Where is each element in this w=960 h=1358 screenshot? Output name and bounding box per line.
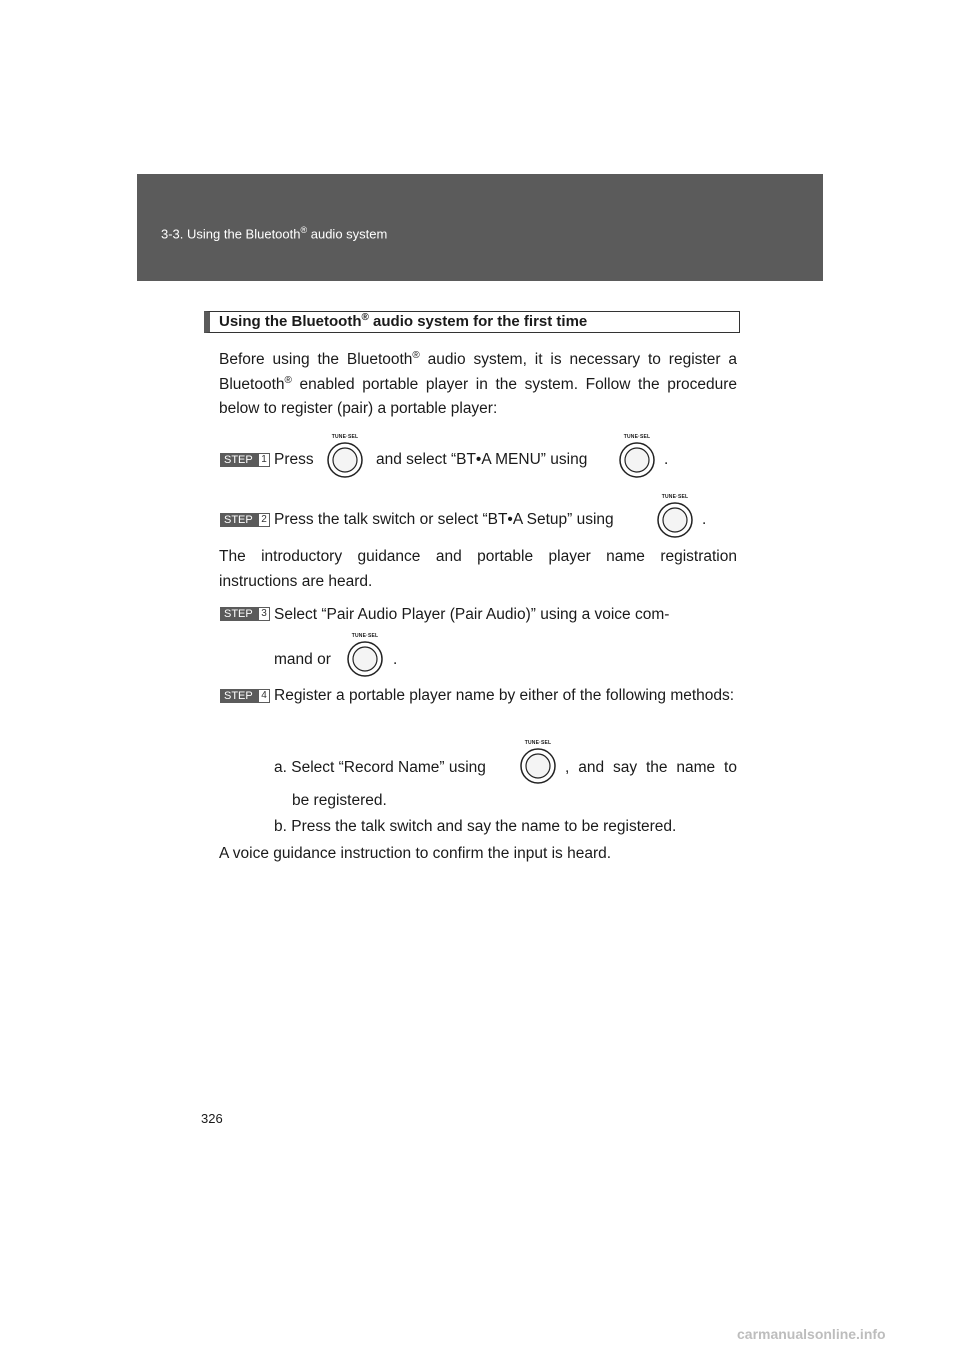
method-a-text: , and say the name to	[565, 759, 737, 776]
step-text: .	[664, 451, 669, 468]
step-text: Register a portable player name by either of the following methods:	[274, 687, 735, 704]
tune-sel-knob-icon: TUNE·SEL	[518, 740, 558, 784]
section-heading: Using the Bluetooth® audio system for the first time	[204, 311, 740, 333]
step-text: and select “BT•A MENU” using	[376, 451, 588, 468]
section-title: 3-3. Using the Bluetooth® audio system	[161, 225, 388, 242]
tune-sel-knob-icon: TUNE·SEL	[345, 633, 385, 677]
tune-sel-knob-icon: TUNE·SEL	[617, 434, 657, 478]
header-band	[137, 174, 823, 281]
step-badge: STEP 3	[220, 607, 270, 621]
step-text: Select “Pair Audio Player (Pair Audio)” using a voice com-	[274, 606, 670, 623]
step-text: Press	[274, 451, 314, 468]
page-number: 326	[201, 1111, 223, 1126]
step-badge: STEP 4	[220, 689, 270, 703]
method-a-text: a. Select “Record Name” using	[274, 759, 486, 776]
tune-sel-knob-icon: TUNE·SEL	[325, 434, 365, 478]
step-badge: STEP 2	[220, 513, 270, 527]
watermark[interactable]: carmanualsonline.info	[737, 1326, 886, 1342]
instruction-note: The introductory guidance and portable player name registration instructions are heard.	[219, 548, 737, 590]
step-text: .	[393, 651, 398, 668]
method-b-text: b. Press the talk switch and say the name to be registered.	[274, 818, 677, 835]
intro-paragraph: Before using the Bluetooth® audio system, it is necessary to register a Bluetooth® enabled portable player in the system. Follow the procedure below to register (pair) a portable player:	[219, 349, 737, 417]
method-a-text: be registered.	[292, 792, 387, 809]
step-text: Press the talk switch or select “BT•A Setup” using	[274, 511, 614, 528]
step-text: .	[702, 511, 707, 528]
closing-text: A voice guidance instruction to confirm the input is heard.	[219, 845, 612, 862]
step-badge: STEP 1	[220, 453, 270, 467]
tune-sel-knob-icon: TUNE·SEL	[655, 494, 695, 538]
step-text: mand or	[274, 651, 331, 668]
